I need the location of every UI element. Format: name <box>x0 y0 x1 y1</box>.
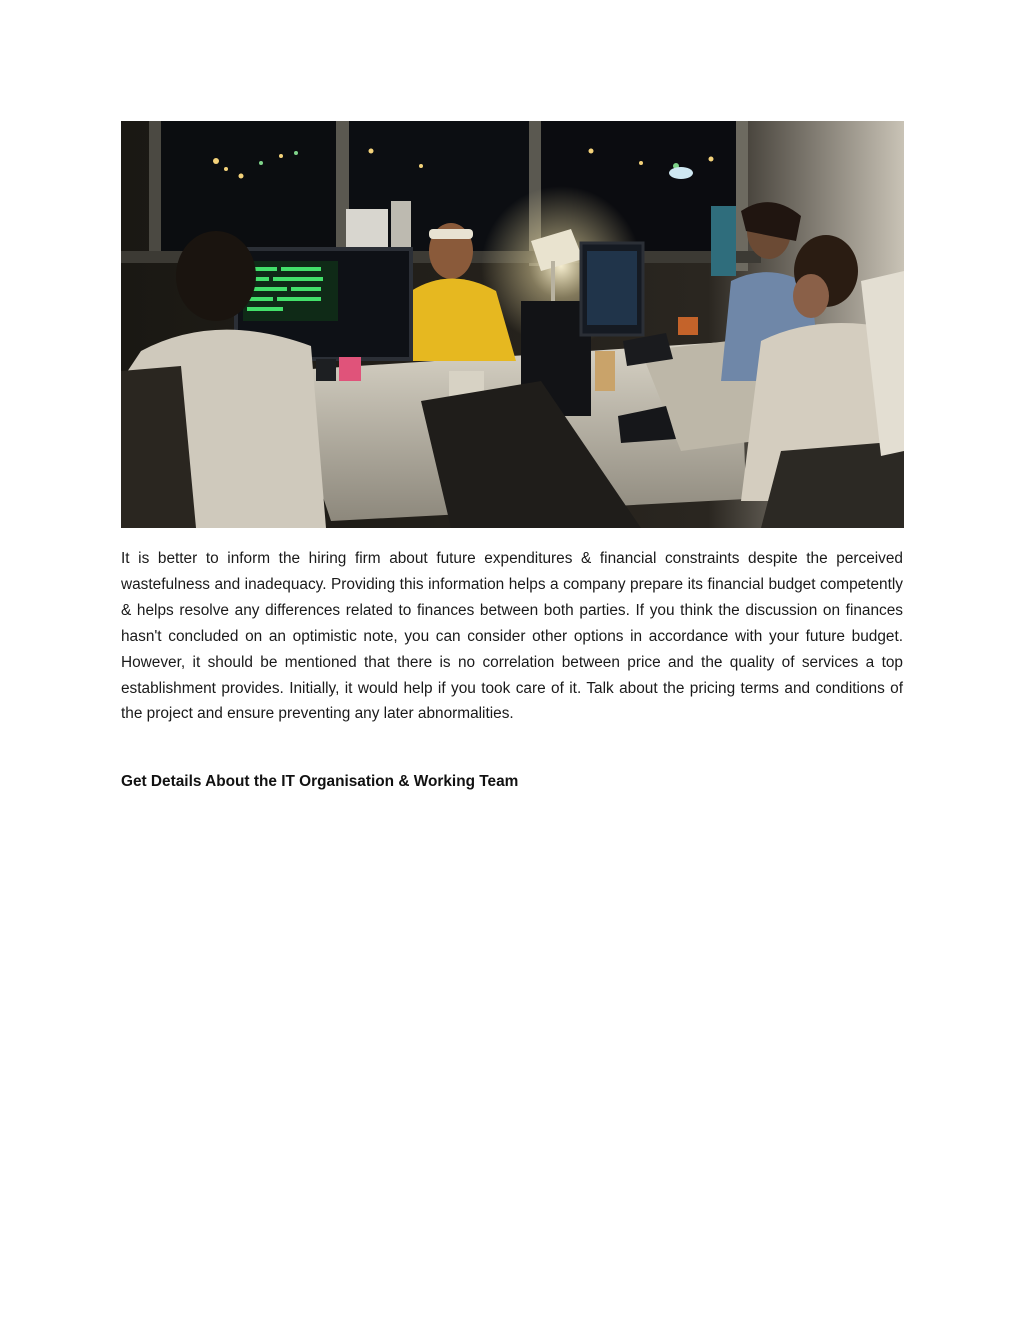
office-team-photo <box>121 121 904 528</box>
body-paragraph: It is better to inform the hiring firm about future expenditures & financial constraints despite the perceived wastefulness and inadequacy. Providing this information helps a company prepare its financial budget competently & helps resolve any differences related to finances between both parties. If you think the discussion on finances hasn't concluded on an optimistic note, you can consider other options in accordance with your future budget. However, it should be mentioned that there is no correlation between price and the quality of services a top establishment provides. Initially, it would help if you took care of it. Talk about the pricing terms and conditions of the project and ensure preventing any later abnormalities. <box>121 550 903 723</box>
section-heading: Get Details About the IT Organisation & Working Team <box>121 773 519 790</box>
office-scene-illustration <box>121 121 904 528</box>
